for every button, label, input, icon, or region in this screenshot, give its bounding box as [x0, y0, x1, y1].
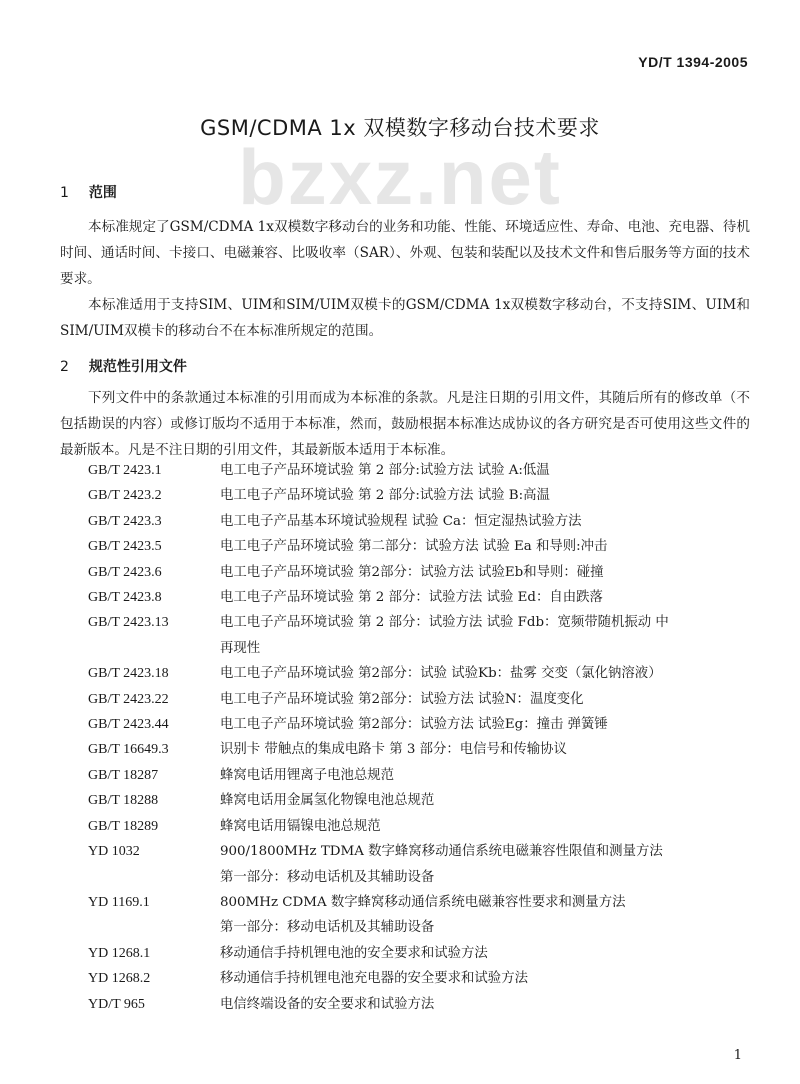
watermark: bzxz.net: [238, 133, 562, 221]
references-intro-paragraph: 下列文件中的条款通过本标准的引用而成为本标准的条款。凡是注日期的引用文件，其随后所有的修改单（不包括勘误的内容）或修订版均不适用于本标准，然而，鼓励根据本标准达成协议的各方研究是否可使用这些文件的最新版本。凡是不注日期的引用文件，其最新版本适用于本标准。: [60, 390, 750, 458]
reference-title: 900/1800MHz TDMA 数字蜂窝移动通信系统电磁兼容性限值和测量方法 第一部分：移动电话机及其辅助设备: [220, 844, 663, 885]
reference-item: [88, 814, 748, 839]
reference-item: [88, 966, 748, 991]
reference-code: GB/T 2423.1: [88, 463, 162, 478]
reference-code: GB/T 2423.13: [88, 615, 169, 631]
reference-item: [88, 712, 748, 737]
reference-item: [88, 839, 748, 890]
reference-code: GB/T 2423.2: [88, 488, 162, 504]
reference-code: YD 1268.2: [88, 971, 151, 987]
reference-code: GB/T 2423.8: [88, 590, 162, 606]
reference-item: [88, 763, 748, 788]
reference-code: GB/T 2423.3: [88, 513, 162, 529]
reference-title: 电信终端设备的安全要求和试验方法: [220, 996, 435, 1012]
reference-item: [88, 941, 748, 966]
section-number: 2: [60, 359, 69, 375]
scope-paragraph: 本标准适用于支持SIM、UIM和SIM/UIM双模卡的GSM/CDMA 1x双模数字移动台，不支持SIM、UIM和SIM/UIM双模卡的移动台不在本标准所规定的范围。: [60, 297, 750, 339]
reference-code: GB/T 2423.6: [88, 564, 162, 580]
section-heading-references: [60, 356, 187, 376]
section-heading-scope: [60, 182, 117, 202]
reference-code: GB/T 18289: [88, 818, 159, 834]
reference-item: [88, 560, 748, 585]
reference-title: 移动通信手持机锂电池充电器的安全要求和试验方法: [220, 971, 528, 987]
reference-title: 电工电子产品环境试验 第 2 部分:试验方法 试验 A:低温: [220, 463, 550, 478]
reference-item: [88, 737, 748, 762]
reference-title: 电工电子产品环境试验 第2部分：试验方法 试验N：温度变化: [220, 691, 584, 707]
section-title: 规范性引用文件: [88, 359, 187, 375]
reference-item: [88, 458, 748, 483]
reference-list: [88, 458, 748, 1017]
reference-title: 电工电子产品环境试验 第2部分：试验方法 试验Eb和导则：碰撞: [220, 564, 604, 580]
scope-paragraph: 本标准规定了GSM/CDMA 1x双模数字移动台的业务和功能、性能、环境适应性、寿命、电池、充电器、待机时间、通话时间、卡接口、电磁兼容、比吸收率（SAR）、外观、包装和装配以及技术文件和售后服务等方面的技术要求。: [60, 219, 750, 287]
reference-code: GB/T 18288: [88, 793, 159, 809]
reference-code: GB/T 18287: [88, 767, 159, 783]
reference-title: 电工电子产品环境试验 第 2 部分：试验方法 试验 Fdb：宽频带随机振动 中 再现性: [220, 615, 669, 656]
reference-code: GB/T 2423.22: [88, 691, 169, 707]
document-title: GSM/CDMA 1x 双模数字移动台技术要求: [200, 116, 600, 140]
reference-code: YD/T 965: [88, 996, 145, 1012]
reference-title: 蜂窝电话用锂离子电池总规范: [220, 767, 395, 783]
section-number: 1: [60, 185, 69, 201]
reference-title: 电工电子产品环境试验 第 2 部分:试验方法 试验 B:高温: [220, 488, 550, 504]
page-number: 1: [733, 1048, 742, 1063]
reference-item: [88, 788, 748, 813]
standard-number: YD/T 1394-2005: [638, 54, 748, 70]
section-title: 范围: [88, 185, 117, 201]
reference-title: 800MHz CDMA 数字蜂窝移动通信系统电磁兼容性要求和测量方法 第一部分：移动电话机及其辅助设备: [220, 894, 626, 936]
reference-code: YD 1169.1: [88, 894, 150, 910]
reference-item: [88, 610, 748, 661]
reference-title: 蜂窝电话用镉镍电池总规范: [220, 818, 381, 834]
reference-title: 识别卡 带触点的集成电路卡 第 3 部分：电信号和传输协议: [220, 742, 567, 758]
reference-title: 移动通信手持机锂电池的安全要求和试验方法: [220, 945, 488, 961]
reference-title: 电工电子产品环境试验 第2部分：试验方法 试验Eg：撞击 弹簧锤: [220, 717, 608, 733]
reference-item: [88, 890, 748, 941]
reference-code: GB/T 16649.3: [88, 742, 169, 758]
reference-code: GB/T 2423.44: [88, 717, 169, 733]
reference-item: [88, 509, 748, 534]
reference-item: [88, 687, 748, 712]
reference-title: 蜂窝电话用金属氢化物镍电池总规范: [220, 793, 435, 809]
reference-item: [88, 585, 748, 610]
reference-item: [88, 661, 748, 686]
reference-item: [88, 992, 748, 1017]
reference-title: 电工电子产品环境试验 第2部分：试验 试验Kb：盐雾 交变（氯化钠溶液）: [220, 666, 662, 682]
reference-code: YD 1268.1: [88, 945, 151, 961]
reference-code: YD 1032: [88, 844, 140, 860]
reference-item: [88, 534, 748, 559]
reference-title: 电工电子产品环境试验 第 2 部分：试验方法 试验 Ed：自由跌落: [220, 590, 603, 606]
reference-code: GB/T 2423.18: [88, 666, 169, 682]
reference-title: 电工电子产品环境试验 第二部分：试验方法 试验 Ea 和导则:冲击: [220, 539, 608, 555]
reference-title: 电工电子产品基本环境试验规程 试验 Ca：恒定湿热试验方法: [220, 513, 582, 529]
reference-item: [88, 483, 748, 508]
reference-code: GB/T 2423.5: [88, 539, 162, 555]
